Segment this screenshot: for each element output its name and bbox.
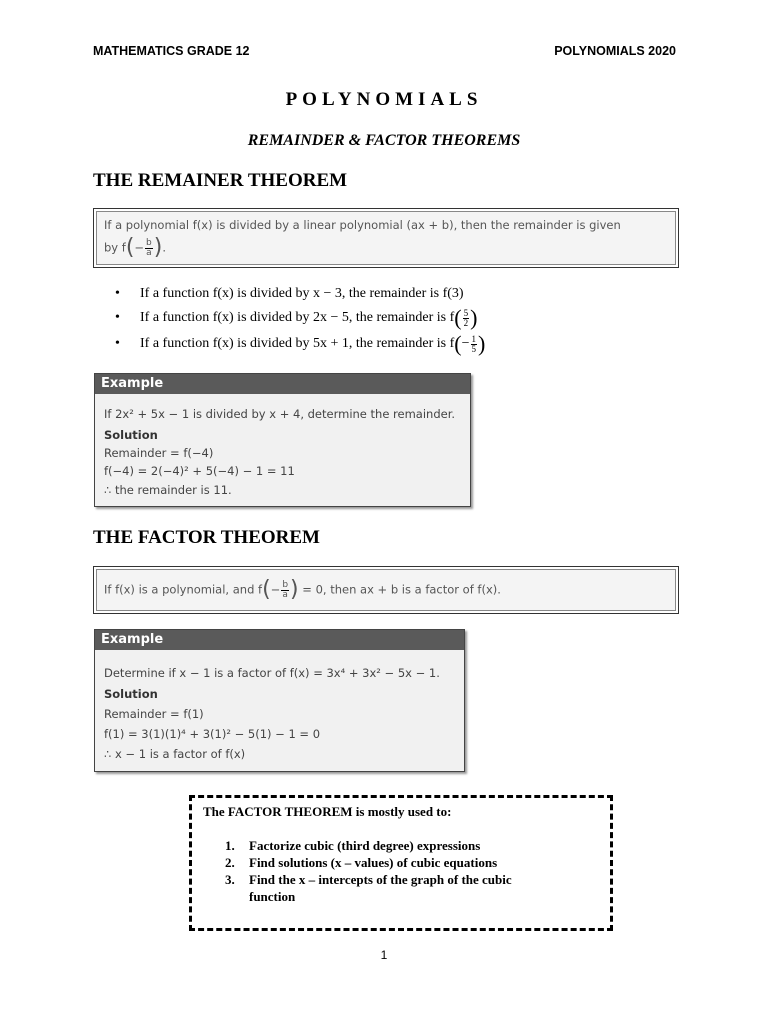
list-item-continuation: function [249, 889, 296, 904]
remainder-theorem-box [93, 208, 679, 268]
factor-uses-box [189, 795, 613, 931]
solution-line: f(−4) = 2(−4)² + 5(−4) − 1 = 11 [104, 464, 295, 478]
factor-uses-heading: The FACTOR THEOREM is mostly used to: [203, 804, 452, 819]
page-number: 1 [380, 948, 388, 962]
factor-theorem-heading: THE FACTOR THEOREM [93, 527, 320, 548]
page-title: POLYNOMIALS [285, 89, 483, 110]
factor-example-box [94, 629, 465, 772]
header-right: POLYNOMIALS 2020 [554, 44, 676, 58]
example-question: If 2x² + 5x − 1 is divided by x + 4, determine the remainder. [104, 407, 456, 421]
page-subtitle: REMAINDER & FACTOR THEOREMS [247, 132, 521, 149]
factor-rule-line: If f(x) is a polynomial, and f(− $\frac{b}{a}$ ) = 0, then ax + b is a factor of f(x). [104, 577, 501, 602]
solution-line: Remainder = f(−4) [104, 446, 214, 460]
example-label: Example [95, 374, 470, 394]
solution-line: Remainder = f(1) [104, 707, 204, 721]
solution-line: ∴ the remainder is 11. [104, 483, 232, 497]
solution-line: ∴ x − 1 is a factor of f(x) [104, 747, 246, 761]
list-item: Find solutions (x – values) of cubic equations [249, 855, 498, 870]
solution-line: f(1) = 3(1)(1)⁴ + 3(1)² − 5(1) − 1 = 0 [104, 727, 321, 741]
list-item-number: 2. [225, 855, 235, 870]
remainder-rule-line2: by f(− $\frac{b}{a}$ ). [104, 235, 167, 260]
example-question: Determine if x − 1 is a factor of f(x) = 3x⁴ + 3x² − 5x − 1. [104, 666, 440, 680]
solution-label: Solution [104, 428, 158, 442]
factor-theorem-box [93, 566, 679, 614]
remainder-example-box [94, 373, 471, 507]
list-item-number: 1. [225, 838, 235, 853]
list-item: Find the x – intercepts of the graph of the cubic [249, 872, 512, 887]
list-item-number: 3. [225, 872, 235, 887]
list-item: Factorize cubic (third degree) expressions [249, 838, 481, 853]
solution-label: Solution [104, 687, 158, 701]
remainder-rule-line1: If a polynomial f(x) is divided by a linear polynomial (ax + b), then the remainder is given [104, 218, 621, 232]
header-left: MATHEMATICS GRADE 12 [93, 44, 250, 58]
remainder-theorem-heading: THE REMAINER THEOREM [93, 170, 348, 191]
example-label: Example [95, 630, 464, 650]
